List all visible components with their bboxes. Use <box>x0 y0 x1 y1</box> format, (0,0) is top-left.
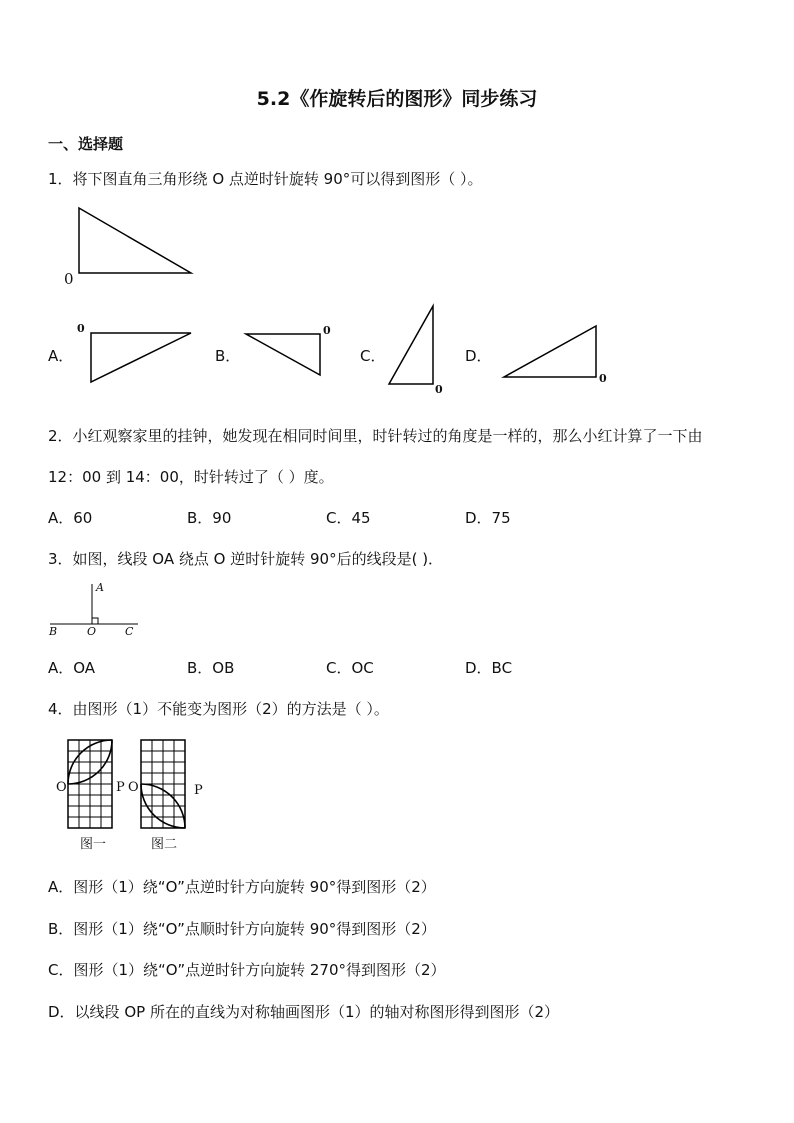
q1-option-c-origin: 0 <box>435 383 443 396</box>
q4-fig1-label-o: O <box>56 780 67 795</box>
q4-option-c[interactable]: C．图形（1）绕“O”点逆时针方向旋转 270°得到图形（2） <box>48 961 446 979</box>
q1-option-d-origin: 0 <box>599 372 607 385</box>
q1-option-c-triangle <box>385 302 440 392</box>
q2-option-b[interactable]: B．90 <box>187 509 232 527</box>
q1-option-a[interactable]: A． <box>48 347 74 365</box>
q4-option-b[interactable]: B．图形（1）绕“O”点顺时针方向旋转 90°得到图形（2） <box>48 920 436 938</box>
q4-fig2-caption: 图二 <box>151 837 178 852</box>
q3-label-a: A <box>96 581 104 594</box>
question-2-line1: 2．小红观察家里的挂钟，她发现在相同时间里，时针转过的角度是一样的，那么小红计算了一下由 <box>48 427 703 445</box>
question-4-text: 4．由图形（1）不能变为图形（2）的方法是（ ）。 <box>48 700 389 718</box>
q3-label-o: O <box>87 625 97 638</box>
q1-option-a-origin: 0 <box>77 322 85 335</box>
q3-option-b[interactable]: B．OB <box>187 659 235 677</box>
q3-label-b: B <box>49 625 58 638</box>
q3-option-c[interactable]: C．OC <box>326 659 374 677</box>
q3-option-d[interactable]: D．BC <box>465 659 513 677</box>
q4-fig2-label-p: P <box>194 783 203 798</box>
q1-option-b-triangle <box>244 330 329 380</box>
q1-option-b[interactable]: B． <box>215 347 241 365</box>
q1-option-b-origin: 0 <box>323 324 331 337</box>
section-heading: 一、选择题 <box>48 135 124 153</box>
q2-option-a[interactable]: A．60 <box>48 509 93 527</box>
q1-option-a-triangle <box>88 328 198 388</box>
question-3-text: 3．如图，线段 OA 绕点 O 逆时针旋转 90°后的线段是( )． <box>48 550 444 568</box>
question-1-text: 1．将下图直角三角形绕 O 点逆时针旋转 90°可以得到图形（ ）。 <box>48 170 483 188</box>
q1-origin-label: 0 <box>64 270 74 288</box>
page-title: 5.2《作旋转后的图形》同步练习 <box>256 88 538 110</box>
q3-option-a[interactable]: A．OA <box>48 659 96 677</box>
q1-original-triangle <box>60 203 200 288</box>
q4-option-a[interactable]: A．图形（1）绕“O”点逆时针方向旋转 90°得到图形（2） <box>48 878 436 896</box>
q4-figure-1-grid <box>66 738 116 832</box>
q1-option-d-triangle <box>500 322 605 382</box>
q4-fig1-caption: 图一 <box>80 837 107 852</box>
q1-option-d[interactable]: D． <box>465 347 492 365</box>
question-2-line2: 12：00 到 14：00，时针转过了（ ）度。 <box>48 468 334 486</box>
q3-label-c: C <box>125 625 134 638</box>
q1-option-c[interactable]: C． <box>360 347 386 365</box>
q4-figure-2-grid <box>139 738 189 832</box>
q4-fig1-label-p: P <box>116 780 125 795</box>
q2-option-c[interactable]: C．45 <box>326 509 371 527</box>
q4-fig2-label-o: O <box>128 780 139 795</box>
q2-option-d[interactable]: D．75 <box>465 509 511 527</box>
q4-option-d[interactable]: D．以线段 OP 所在的直线为对称轴画图形（1）的轴对称图形得到图形（2） <box>48 1003 560 1021</box>
